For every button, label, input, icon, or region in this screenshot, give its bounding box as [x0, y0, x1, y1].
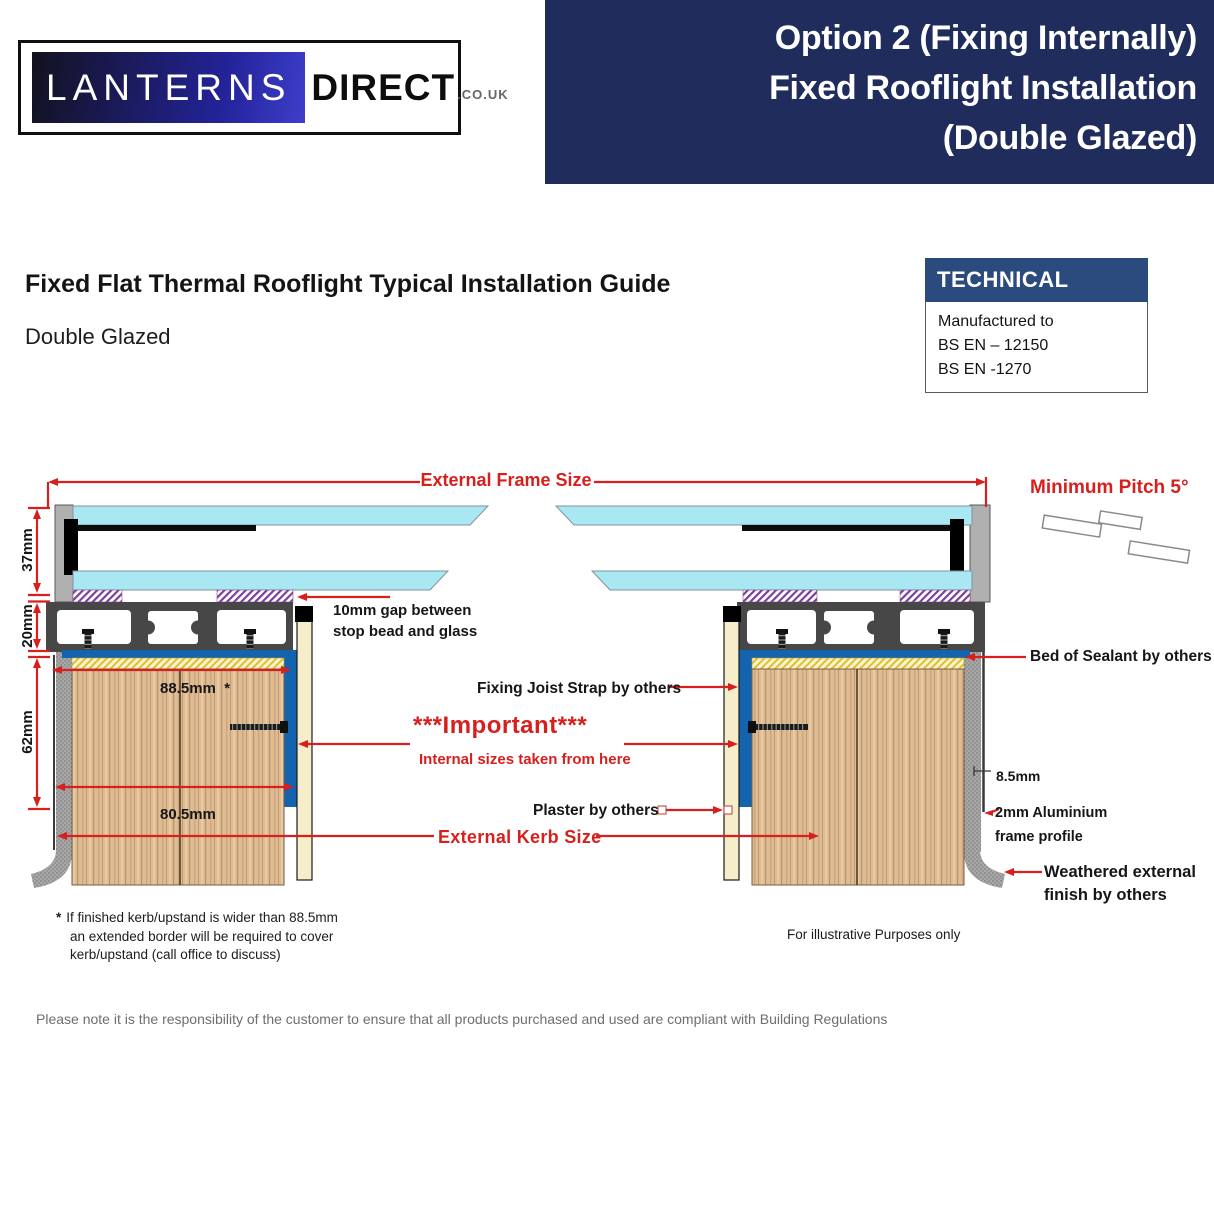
footnote-asterisk: * — [56, 910, 62, 925]
minimum-pitch-icon — [1040, 502, 1193, 563]
technical-body — [925, 302, 1148, 393]
lanterns-direct-logo — [18, 40, 509, 135]
aluminium-profile-label — [995, 801, 1107, 849]
timber-kerb-right — [752, 669, 964, 885]
aluminium-profile-line-2: frame profile — [995, 829, 1083, 845]
dim-8-5mm-label: 8.5mm — [996, 768, 1041, 784]
plasterboard-right — [724, 621, 739, 880]
weathered-finish-line-1: Weathered external — [1044, 863, 1196, 881]
page-title: Fixed Flat Thermal Rooflight Typical Installation Guide — [25, 270, 671, 298]
dim-62mm-label: 62mm — [18, 710, 36, 754]
banner-line-2: Fixed Rooflight Installation — [769, 69, 1197, 107]
glass-pane-outer-left — [73, 506, 488, 525]
fixing-joist-strap-label: Fixing Joist Strap by others — [477, 680, 682, 697]
plaster-label: Plaster by others — [533, 802, 659, 819]
logo-direct-text: DIRECT — [311, 66, 456, 108]
gap-note-line-1: 10mm gap between — [333, 602, 472, 619]
footnote-line-1: If finished kerb/upstand is wider than 88.5mm — [66, 910, 338, 925]
technical-line-1: Manufactured to — [938, 313, 1054, 330]
weathered-finish-label — [1044, 861, 1196, 907]
dim-37mm-label: 37mm — [18, 528, 36, 572]
technical-header: TECHNICAL — [925, 258, 1148, 302]
important-sub-label: Internal sizes taken from here — [419, 751, 631, 768]
glass-pane-inner-right — [592, 571, 972, 590]
compliance-note: Please note it is the responsibility of the customer to ensure that all products purchased and used are compliant with Building Regulations — [36, 1011, 888, 1027]
external-frame-size-label: External Frame Size — [420, 470, 592, 490]
kerb-footnote — [56, 909, 338, 965]
minimum-pitch-label: Minimum Pitch 5° — [1030, 477, 1189, 498]
gap-note-line-2: stop bead and glass — [333, 623, 478, 640]
logo-lanterns-text: LANTERNS — [32, 52, 305, 123]
banner-line-1: Option 2 (Fixing Internally) — [774, 19, 1197, 57]
glass-pane-outer-right — [556, 506, 972, 525]
weathered-finish-line-2: finish by others — [1044, 886, 1167, 904]
title-banner — [545, 0, 1214, 184]
aluminium-profile-line-1: 2mm Aluminium — [995, 805, 1108, 821]
illustrative-note: For illustrative Purposes only — [787, 927, 961, 942]
glass-pane-inner-left — [73, 571, 448, 590]
logo-tld-text: .CO.UK — [457, 87, 509, 102]
dim-20mm-label: 20mm — [18, 604, 36, 648]
technical-line-2: BS EN – 12150 — [938, 337, 1049, 354]
timber-kerb-left — [72, 669, 284, 885]
plasterboard-left — [297, 621, 312, 880]
technical-line-3: BS EN -1270 — [938, 361, 1032, 378]
weathered-foot-left — [31, 836, 72, 888]
important-label: ***Important*** — [413, 712, 588, 739]
gap-note-label — [333, 600, 477, 642]
banner-line-3: (Double Glazed) — [942, 119, 1197, 157]
bed-of-sealant-label: Bed of Sealant by others — [1030, 648, 1212, 665]
footnote-line-2: an extended border will be required to cover — [70, 928, 334, 944]
page-subtitle: Double Glazed — [25, 324, 171, 349]
dim-80-5mm-label: 80.5mm — [160, 806, 216, 823]
dim-88-5mm-label: 88.5mm * — [160, 680, 231, 697]
footnote-line-3: kerb/upstand (call office to discuss) — [70, 947, 281, 962]
sealant-bed-left — [72, 658, 284, 669]
sealant-bed-right — [752, 658, 964, 669]
left-section — [31, 505, 488, 888]
technical-box — [925, 258, 1148, 393]
external-kerb-size-label: External Kerb Size — [438, 827, 602, 847]
